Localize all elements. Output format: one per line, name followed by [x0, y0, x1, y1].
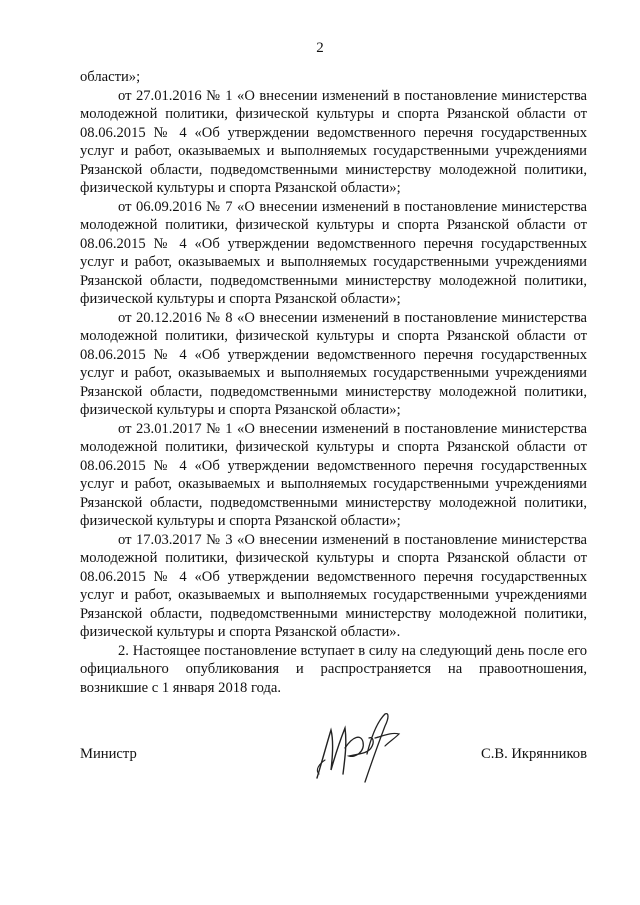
signatory-name: С.В. Икрянников: [480, 746, 587, 762]
signatory-title: Министр: [80, 746, 137, 762]
page-number: 2: [316, 40, 324, 56]
paragraph-item-2016-01: от 27.01.2016 № 1 «О внесении изменений в постановление министерства молодежной политики, физической культуры и спорта Рязанской области от 08.06.2015 № 4 «Об утверждении ведомственного перечня государственных услуг и работ, оказываемых и выполняемых государственными учреждениями Рязанской области, подведомственными министерству молодежной политики, физической культуры и спорта Рязанской области»;: [80, 87, 587, 196]
paragraph-item-2017-03: от 17.03.2017 № 3 «О внесении изменений в постановление министерства молодежной политики, физической культуры и спорта Рязанской области от 08.06.2015 № 4 «Об утверждении ведомственного перечня государственных услуг и работ, оказываемых и выполняемых государственными учреждениями Рязанской области, подведомственными министерству молодежной политики, физической культуры и спорта Рязанской области».: [80, 531, 587, 640]
paragraph-item-2016-08: от 20.12.2016 № 8 «О внесении изменений в постановление министерства молодежной политики, физической культуры и спорта Рязанской области от 08.06.2015 № 4 «Об утверждении ведомственного перечня государственных услуг и работ, оказываемых и выполняемых государственными учреждениями Рязанской области, подведомственными министерству молодежной политики, физической культуры и спорта Рязанской области»;: [80, 309, 587, 418]
signature-block: [80, 738, 587, 798]
document-body: [80, 68, 587, 697]
handwritten-signature-icon: [305, 708, 415, 788]
paragraph-item-2016-07: от 06.09.2016 № 7 «О внесении изменений в постановление министерства молодежной политики, физической культуры и спорта Рязанской области от 08.06.2015 № 4 «Об утверждении ведомственного перечня государственных услуг и работ, оказываемых и выполняемых государственными учреждениями Рязанской области, подведомственными министерству молодежной политики, физической культуры и спорта Рязанской области»;: [80, 198, 587, 307]
paragraph-item-2017-01: от 23.01.2017 № 1 «О внесении изменений в постановление министерства молодежной политики, физической культуры и спорта Рязанской области от 08.06.2015 № 4 «Об утверждении ведомственного перечня государственных услуг и работ, оказываемых и выполняемых государственными учреждениями Рязанской области, подведомственными министерству молодежной политики, физической культуры и спорта Рязанской области»;: [80, 420, 587, 529]
paragraph-effective-date: 2. Настоящее постановление вступает в силу на следующий день после его официального опубликования и распространяется на правоотношения, возникшие с 1 января 2018 года.: [80, 642, 587, 696]
paragraph-continuation: области»;: [80, 69, 141, 85]
